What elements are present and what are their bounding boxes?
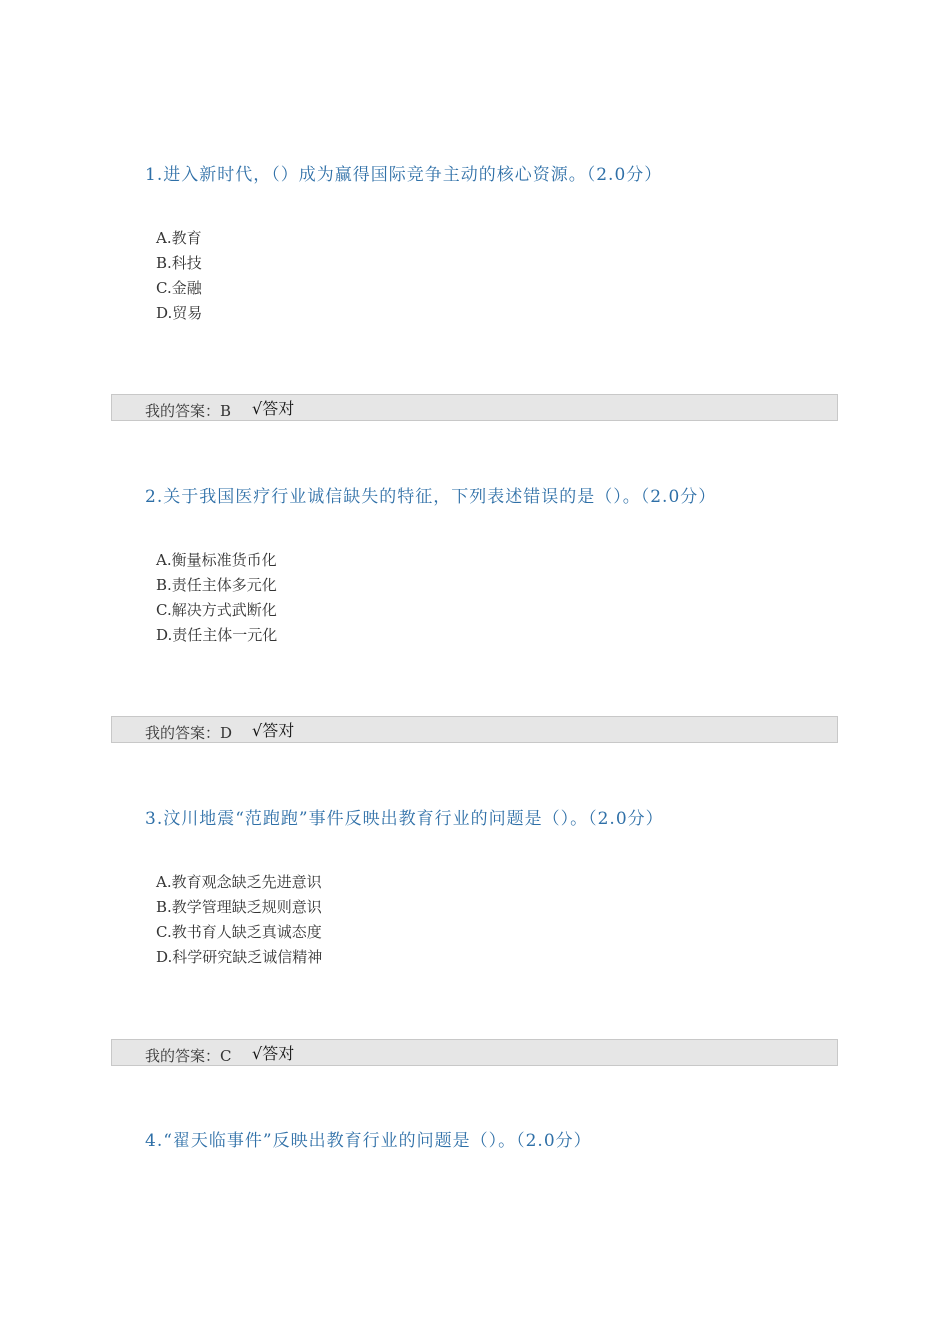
option-c[interactable]: C.解决方式武断化 (156, 601, 277, 619)
option-b[interactable]: B.教学管理缺乏规则意识 (156, 898, 322, 916)
question-1-title: 1.进入新时代，（）成为赢得国际竞争主动的核心资源。（2.0分） (145, 165, 663, 185)
question-2-answer-bar (111, 716, 838, 743)
question-2-title: 2.关于我国医疗行业诚信缺失的特征，下列表述错误的是（）。（2.0分） (145, 487, 717, 507)
option-a[interactable]: A.衡量标准货币化 (156, 551, 277, 569)
option-a[interactable]: A.教育观念缺乏先进意识 (156, 873, 322, 891)
option-d[interactable]: D.科学研究缺乏诚信精神 (156, 948, 323, 966)
my-answer-label: 我的答案：B (145, 402, 232, 420)
question-1-options (156, 226, 202, 326)
option-d[interactable]: D.贸易 (156, 304, 203, 322)
option-a[interactable]: A.教育 (156, 229, 202, 247)
my-answer-label: 我的答案：D (145, 724, 233, 742)
option-b[interactable]: B.责任主体多元化 (156, 576, 277, 594)
question-1-answer-bar (111, 394, 838, 421)
question-3-title: 3.汶川地震“范跑跑”事件反映出教育行业的问题是（）。（2.0分） (145, 809, 664, 829)
question-2-options (156, 548, 277, 648)
answer-result-correct: √答对 (252, 1044, 295, 1063)
option-c[interactable]: C.教书育人缺乏真诚态度 (156, 923, 322, 941)
option-b[interactable]: B.科技 (156, 254, 202, 272)
option-c[interactable]: C.金融 (156, 279, 202, 297)
option-d[interactable]: D.责任主体一元化 (156, 626, 278, 644)
my-answer-label: 我的答案：C (145, 1047, 232, 1065)
answer-result-correct: √答对 (252, 721, 295, 740)
question-3-answer-bar (111, 1039, 838, 1066)
answer-result-correct: √答对 (252, 399, 295, 418)
question-4-title: 4.“翟天临事件”反映出教育行业的问题是（）。（2.0分） (145, 1131, 592, 1151)
question-3-options (156, 870, 322, 970)
